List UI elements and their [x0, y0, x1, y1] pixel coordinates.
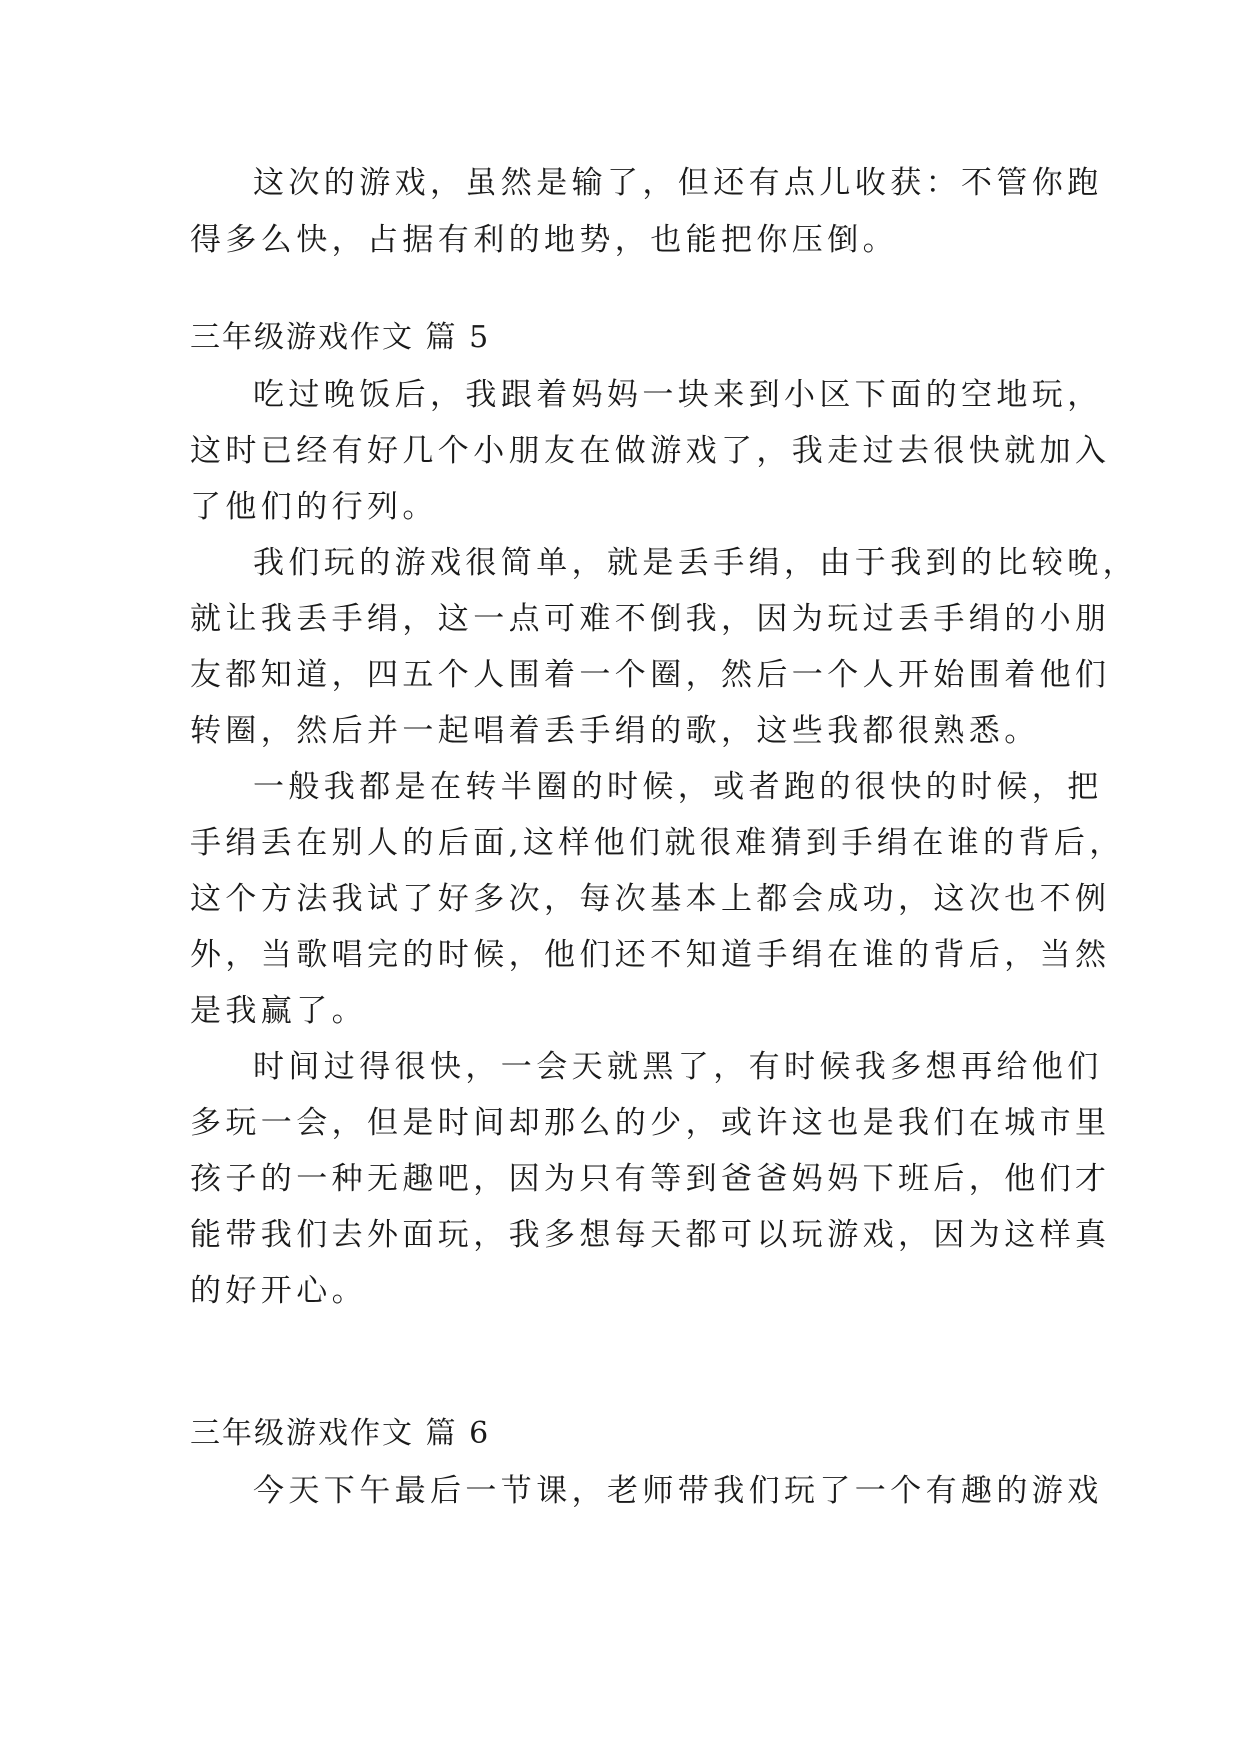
paragraph-line: 是我赢了。 — [190, 993, 367, 1029]
paragraph-line: 友都知道，四五个人围着一个圈，然后一个人开始围着他们 — [190, 657, 1111, 693]
paragraph-line: 我们玩的游戏很简单，就是丢手绢，由于我到的比较晚， — [253, 545, 1138, 581]
paragraph-line: 了他们的行列。 — [190, 489, 438, 525]
paragraph-line: 转圈，然后并一起唱着丢手绢的歌，这些我都很熟悉。 — [190, 713, 1040, 749]
paragraph-line: 吃过晚饭后，我跟着妈妈一块来到小区下面的空地玩， — [253, 377, 1103, 413]
paragraph-line: 多玩一会，但是时间却那么的少，或许这也是我们在城市里 — [190, 1105, 1111, 1141]
section-heading: 三年级游戏作文 篇 6 — [190, 1416, 491, 1451]
paragraph-line: 就让我丢手绢，这一点可难不倒我，因为玩过丢手绢的小朋 — [190, 601, 1111, 637]
paragraph-line: 这时已经有好几个小朋友在做游戏了，我走过去很快就加入 — [190, 433, 1111, 469]
paragraph-line: 的好开心。 — [190, 1273, 367, 1309]
paragraph-line: 时间过得很快，一会天就黑了，有时候我多想再给他们 — [253, 1049, 1103, 1085]
paragraph-line: 外，当歌唱完的时候，他们还不知道手绢在谁的背后，当然 — [190, 937, 1111, 973]
paragraph-line: 手绢丢在别人的后面,这样他们就很难猜到手绢在谁的背后， — [190, 825, 1125, 861]
paragraph-line: 得多么快，占据有利的地势，也能把你压倒。 — [190, 222, 898, 258]
paragraph-line: 这个方法我试了好多次，每次基本上都会成功，这次也不例 — [190, 881, 1111, 917]
paragraph-line: 一般我都是在转半圈的时候，或者跑的很快的时候，把 — [253, 769, 1103, 805]
section-heading: 三年级游戏作文 篇 5 — [190, 320, 491, 355]
paragraph-line: 这次的游戏，虽然是输了，但还有点儿收获：不管你跑 — [253, 165, 1103, 201]
paragraph-line: 孩子的一种无趣吧，因为只有等到爸爸妈妈下班后，他们才 — [190, 1161, 1111, 1197]
paragraph-line: 今天下午最后一节课，老师带我们玩了一个有趣的游戏 — [253, 1473, 1103, 1509]
paragraph-line: 能带我们去外面玩，我多想每天都可以玩游戏，因为这样真 — [190, 1217, 1111, 1253]
